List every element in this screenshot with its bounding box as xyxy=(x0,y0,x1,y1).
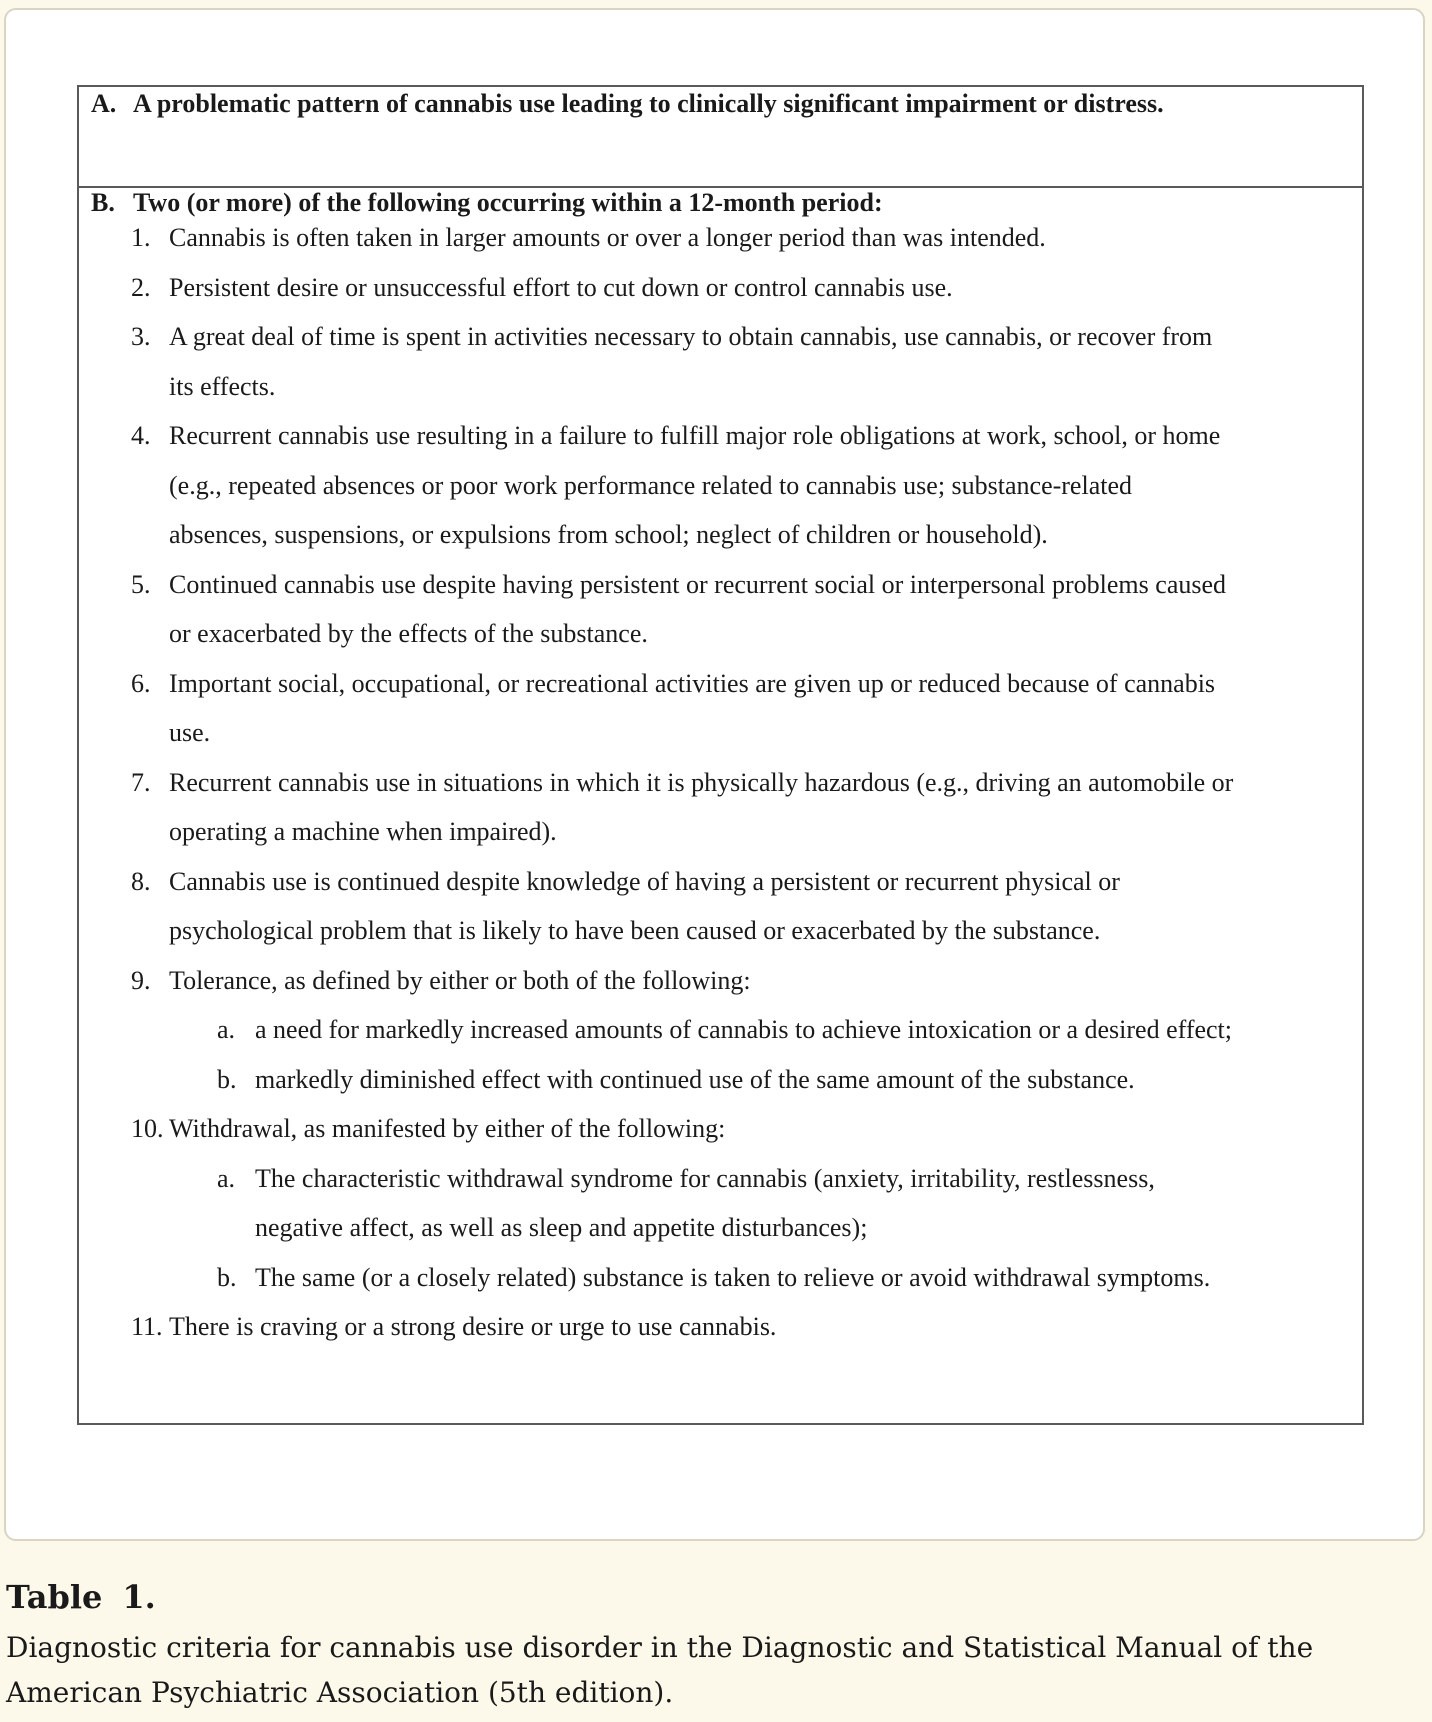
item-number: 9. xyxy=(131,965,151,995)
caption-label: Table xyxy=(6,1578,103,1616)
item-text-line: Important social, occupational, or recreational activities are given up or reduced because of cannabis xyxy=(169,668,1216,698)
item-number: 8. xyxy=(131,866,151,896)
criteria-table xyxy=(77,85,1364,1425)
item-text-line: (e.g., repeated absences or poor work performance related to cannabis use; substance-related xyxy=(169,470,1133,500)
criterion-b-text: Two (or more) of the following occurring within a 12-month period: xyxy=(133,188,883,217)
caption-number: 1. xyxy=(122,1578,156,1616)
item-text-line: Cannabis is often taken in larger amounts or over a longer period than was intended. xyxy=(169,223,1046,252)
item-number: 7. xyxy=(131,767,151,797)
subitem-letter: b. xyxy=(217,1262,237,1292)
table-caption-title xyxy=(6,1578,156,1616)
subitem-text-line: markedly diminished effect with continued use of the same amount of the substance. xyxy=(255,1064,1135,1094)
item-number: 4. xyxy=(131,421,151,450)
item-number: 6. xyxy=(131,668,151,698)
figure-frame xyxy=(4,8,1425,1541)
criterion-a-row xyxy=(79,87,1362,188)
subitem-letter: a. xyxy=(217,1163,236,1193)
item-number: 2. xyxy=(131,272,151,302)
item-text-line: or exacerbated by the effects of the substance. xyxy=(169,619,648,648)
criterion-b-letter: B. xyxy=(91,188,115,217)
item-text-line: psychological problem that is likely to have been caused or exacerbated by the substance. xyxy=(169,916,1101,945)
item-text-line: Persistent desire or unsuccessful effort to cut down or control cannabis use. xyxy=(169,272,953,302)
item-number: 3. xyxy=(131,322,151,351)
item-text-line: operating a machine when impaired). xyxy=(169,817,557,846)
subitem-text-line: negative affect, as well as sleep and appetite disturbances); xyxy=(255,1213,868,1242)
criterion-a-text: A problematic pattern of cannabis use leading to clinically significant impairment or distress. xyxy=(133,89,1164,118)
item-number: 1. xyxy=(131,223,151,252)
item-text-line: use. xyxy=(169,718,211,747)
subitem-text-line: a need for markedly increased amounts of cannabis to achieve intoxication or a desired effect; xyxy=(255,1015,1233,1044)
criterion-a-letter: A. xyxy=(91,89,117,118)
subitem-letter: a. xyxy=(217,1015,236,1044)
item-number: 11. xyxy=(131,1312,163,1341)
subitem-text-line: The same (or a closely related) substance is taken to relieve or avoid withdrawal symptoms. xyxy=(255,1262,1211,1292)
item-text-line: Recurrent cannabis use in situations in which it is physically hazardous (e.g., driving an automobile or xyxy=(169,767,1234,797)
table-caption-text: Diagnostic criteria for cannabis use disorder in the Diagnostic and Statistical Manual of the American Psychiatric Association (5th edition). xyxy=(6,1631,1314,1709)
subitem-letter: b. xyxy=(217,1064,237,1094)
item-number: 5. xyxy=(131,569,151,599)
item-text-line: Withdrawal, as manifested by either of the following: xyxy=(169,1114,726,1143)
item-number: 10. xyxy=(131,1114,164,1143)
item-text-line: Recurrent cannabis use resulting in a failure to fulfill major role obligations at work, school, or home xyxy=(169,421,1221,450)
item-text-line: absences, suspensions, or expulsions from school; neglect of children or household). xyxy=(169,520,1048,549)
item-text-line: Continued cannabis use despite having persistent or recurrent social or interpersonal problems caused xyxy=(169,569,1227,599)
item-text-line: Tolerance, as defined by either or both of the following: xyxy=(169,965,751,995)
item-text-line: There is craving or a strong desire or urge to use cannabis. xyxy=(169,1312,777,1341)
subitem-text-line: The characteristic withdrawal syndrome for cannabis (anxiety, irritability, restlessness, xyxy=(255,1163,1155,1193)
item-text-line: its effects. xyxy=(169,371,276,401)
item-text-line: A great deal of time is spent in activities necessary to obtain cannabis, use cannabis, or recover from xyxy=(169,322,1213,351)
item-text-line: Cannabis use is continued despite knowledge of having a persistent or recurrent physical or xyxy=(169,866,1120,896)
